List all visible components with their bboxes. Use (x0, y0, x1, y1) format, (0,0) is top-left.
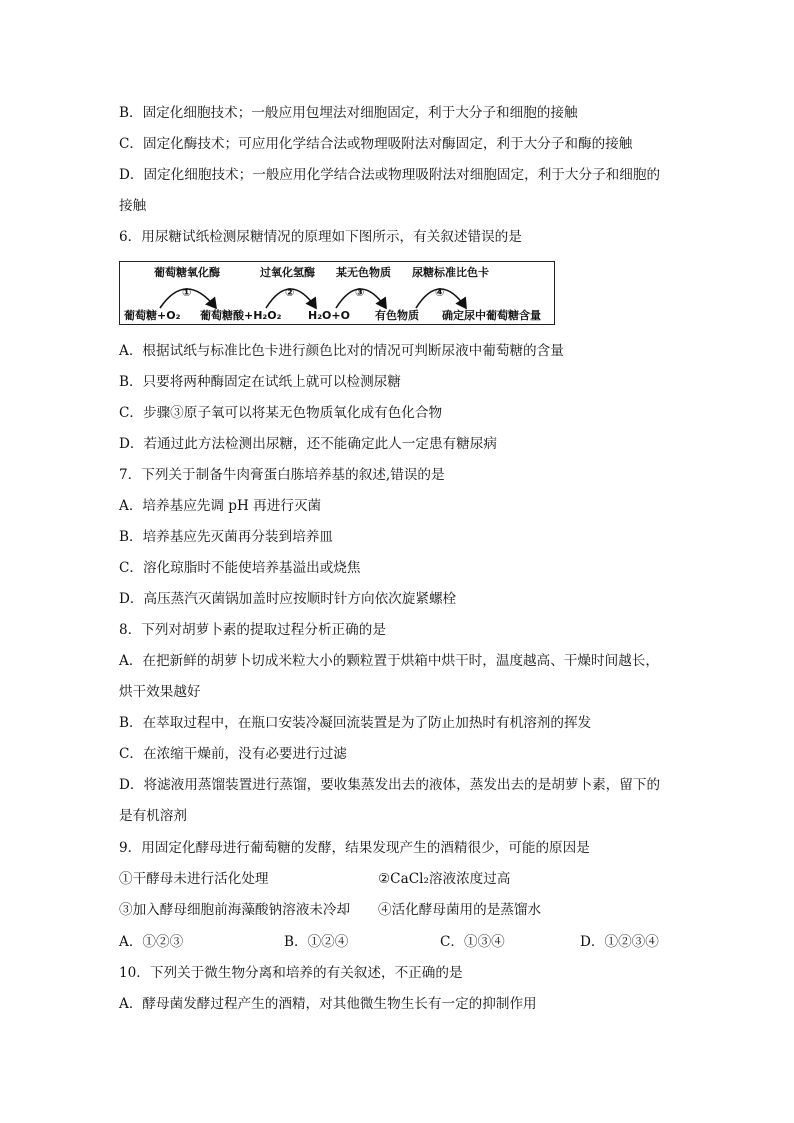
enzyme-label-2: 过氧化氢酶 (260, 266, 315, 279)
question-8: 8．下列对胡萝卜素的提取过程分析正确的是 (119, 622, 386, 638)
option-5b: B．固定化细胞技术；一般应用包埋法对细胞固定，利于大分子和细胞的接触 (119, 105, 578, 121)
option-6d: D．若通过此方法检测出尿糖，还不能确定此人一定患有糖尿病 (119, 436, 497, 452)
step-number-2: ② (285, 286, 295, 299)
option-5d-line2: 接触 (119, 198, 147, 214)
question-9: 9．用固定化酵母进行葡萄糖的发酵，结果发现产生的酒精很少，可能的原因是 (119, 840, 590, 856)
option-8c: C．在浓缩干燥前，没有必要进行过滤 (119, 746, 347, 762)
option-5d-line1: D．固定化细胞技术；一般应用化学结合法或物理吸附法对细胞固定，利于大分子和细胞的 (119, 167, 661, 183)
option-8b: B．在萃取过程中，在瓶口安装冷凝回流装置是为了防止加热时有机溶剂的挥发 (119, 715, 592, 731)
option-9a: A．①②③ (119, 934, 184, 950)
urine-glucose-diagram (119, 261, 555, 325)
option-10a: A．酵母菌发酵过程产生的酒精，对其他微生物生长有一定的抑制作用 (119, 996, 537, 1012)
q9-item-2: ②CaCl₂溶液浓度过高 (378, 871, 511, 887)
option-7c: C．溶化琼脂时不能使培养基溢出或烧焦 (119, 560, 361, 576)
option-9c: C．①③④ (440, 934, 505, 950)
q9-item-1: ①干酵母未进行活化处理 (119, 871, 269, 887)
step-number-3: ③ (355, 286, 365, 299)
option-6b: B．只要将两种酶固定在试纸上就可以检测尿糖 (119, 374, 401, 390)
question-6: 6．用尿糖试纸检测尿糖情况的原理如下图所示，有关叙述错误的是 (119, 229, 522, 245)
enzyme-label-1: 葡萄糖氧化酶 (154, 266, 220, 279)
option-8d-line1: D．将滤液用蒸馏装置进行蒸馏，要收集蒸发出去的液体，蒸发出去的是胡萝卜素，留下的 (119, 777, 661, 793)
substance-label-4: 有色物质 (375, 309, 419, 322)
option-9d: D．①②③④ (580, 934, 659, 950)
option-6a: A．根据试纸与标准比色卡进行颜色比对的情况可判断尿液中葡萄糖的含量 (119, 343, 564, 359)
q9-item-3: ③加入酵母细胞前海藻酸钠溶液未冷却 (119, 902, 351, 918)
enzyme-label-3: 某无色物质 (336, 266, 391, 279)
option-9b: B．①②④ (284, 934, 349, 950)
step-number-1: ① (182, 286, 192, 299)
option-7a: A．培养基应先调 pH 再进行灭菌 (119, 498, 322, 514)
option-8a-line1: A．在把新鲜的胡萝卜切成米粒大小的颗粒置于烘箱中烘干时，温度越高、干燥时间越长， (119, 653, 659, 669)
option-7b: B．培养基应先灭菌再分装到培养皿 (119, 529, 333, 545)
option-6c: C．步骤③原子氧可以将某无色物质氧化成有色化合物 (119, 405, 443, 421)
question-7: 7．下列关于制备牛肉膏蛋白胨培养基的叙述,错误的是 (119, 467, 445, 483)
enzyme-label-4: 尿糖标准比色卡 (412, 266, 489, 279)
substance-label-3: H₂O+O (308, 309, 350, 322)
option-5c: C．固定化酶技术；可应用化学结合法或物理吸附法对酶固定，利于大分子和酶的接触 (119, 136, 633, 152)
question-10: 10．下列关于微生物分离和培养的有关叙述，不正确的是 (119, 965, 463, 981)
step-number-4: ④ (435, 286, 445, 299)
q9-item-4: ④活化酵母菌用的是蒸馏水 (378, 902, 542, 918)
substance-label-2: 葡萄糖酸+H₂O₂ (200, 309, 282, 322)
option-8a-line2: 烘干效果越好 (119, 684, 201, 700)
substance-label-5: 确定尿中葡萄糖含量 (442, 309, 541, 322)
option-7d: D．高压蒸汽灭菌锅加盖时应按顺时针方向依次旋紧螺栓 (119, 591, 457, 607)
substance-label-1: 葡萄糖+O₂ (124, 309, 181, 322)
option-8d-line2: 是有机溶剂 (119, 808, 187, 824)
